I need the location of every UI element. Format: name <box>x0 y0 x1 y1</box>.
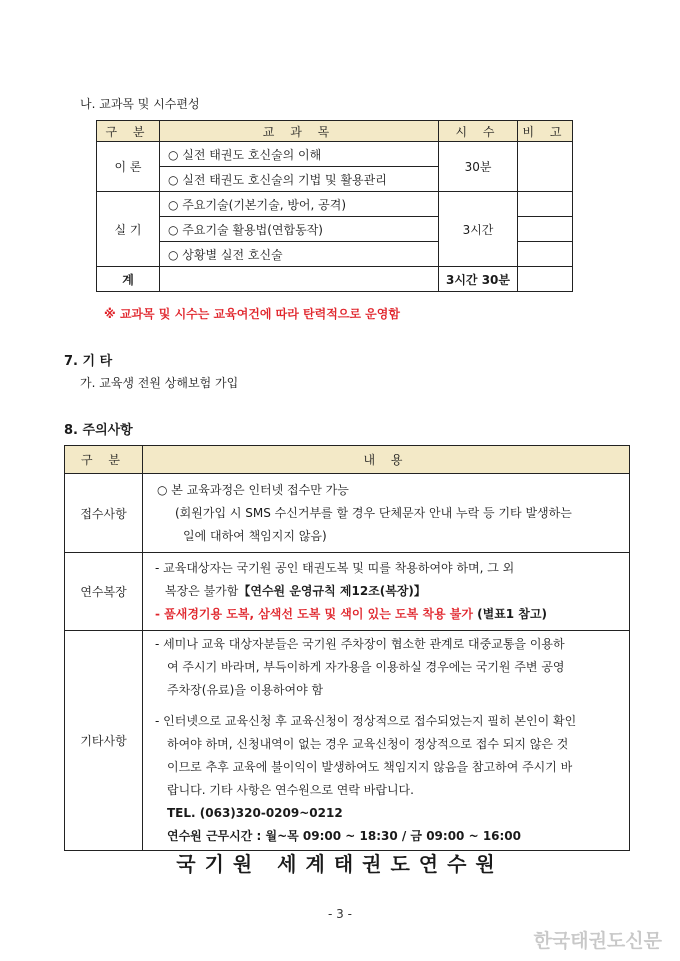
page-number: - 3 - <box>328 907 352 921</box>
contact-phone: TEL. (063)320-0209~0212 <box>167 806 343 820</box>
other-label: 기타사항 <box>65 631 143 851</box>
attire-line: - 교육대상자는 국기원 공인 태권도복 및 띠를 착용하여야 하며, 그 외 <box>155 561 515 575</box>
table-header-row <box>97 121 573 142</box>
other-line: 주차장(유료)을 이용하여야 함 <box>167 683 324 697</box>
other-line: 여 주시기 바라며, 부득이하게 자가용을 이용하실 경우에는 국기원 주변 공영 <box>167 660 565 674</box>
practice-item: ○ 상황별 실전 호신술 <box>160 242 439 267</box>
table-total-row <box>97 267 573 292</box>
office-hours: 연수원 근무시간 : 월~목 09:00 ~ 18:30 / 금 09:00 ~ 16:00 <box>167 829 522 843</box>
total-label: 계 <box>97 267 160 292</box>
other-line: 이므로 추후 교육에 불이익이 발생하여도 책임지지 않음을 참고하여 주시기 바 <box>167 760 573 774</box>
reception-line: ○ 본 교육과정은 인터넷 접수만 가능 <box>157 483 349 497</box>
section-8-title: 8. 주의사항 <box>64 423 133 438</box>
practice-item: ○ 주요기술 활용법(연합동작) <box>160 217 439 242</box>
theory-remarks <box>518 142 573 192</box>
header-subject: 교 과 목 <box>160 121 439 142</box>
practice-remarks <box>518 192 573 217</box>
table-row <box>97 192 573 217</box>
theory-label: 이 론 <box>97 142 160 192</box>
header-hours: 시 수 <box>439 121 518 142</box>
theory-item: ○ 실전 태권도 호신술의 기법 및 활용관리 <box>160 167 439 192</box>
header-content: 내 용 <box>143 446 630 474</box>
total-remarks <box>518 267 573 292</box>
table-row <box>65 631 630 851</box>
attire-appendix-ref: (별표1 참고) <box>472 607 547 621</box>
attire-content <box>143 553 630 631</box>
reception-line: 일에 대하여 책임지지 않음) <box>183 529 327 543</box>
header-category: 구 분 <box>65 446 143 474</box>
section-7-title: 7. 기 타 <box>64 354 113 369</box>
reception-content <box>143 474 630 553</box>
header-remarks: 비 고 <box>518 121 573 142</box>
reception-label: 접수사항 <box>65 474 143 553</box>
table-row <box>97 142 573 167</box>
other-line: - 세미나 교육 대상자분들은 국기원 주차장이 협소한 관계로 대중교통을 이용하 <box>155 637 565 651</box>
theory-item: ○ 실전 태권도 호신술의 이해 <box>160 142 439 167</box>
practice-hours: 3시간 <box>439 192 518 267</box>
newspaper-watermark: 한국태권도신문 <box>533 930 662 952</box>
table-row <box>65 474 630 553</box>
section-7-item: 가. 교육생 전원 상해보험 가입 <box>80 376 239 390</box>
section-heading-curriculum: 나. 교과목 및 시수편성 <box>80 97 200 111</box>
table-header-row <box>65 446 630 474</box>
curriculum-note: ※ 교과목 및 시수는 교육여건에 따라 탄력적으로 운영함 <box>104 307 400 321</box>
practice-label: 실 기 <box>97 192 160 267</box>
institution-title: 국기원 세계태권도연수원 <box>176 852 504 876</box>
theory-hours: 30분 <box>439 142 518 192</box>
other-content <box>143 631 630 851</box>
total-subject <box>160 267 439 292</box>
other-line: - 인터넷으로 교육신청 후 교육신청이 정상적으로 접수되었는지 필히 본인이 확인 <box>155 714 577 728</box>
attire-prohibition: - 품새경기용 도복, 삼색선 도복 및 색이 있는 도복 착용 불가 <box>155 607 473 621</box>
reception-line: (회원가입 시 SMS 수신거부를 할 경우 단체문자 안내 누락 등 기타 발생하는 <box>175 506 572 520</box>
header-category: 구 분 <box>97 121 160 142</box>
precautions-table <box>64 445 630 851</box>
practice-remarks <box>518 242 573 267</box>
attire-line <box>155 603 623 626</box>
attire-text: 복장은 불가함 <box>165 584 239 598</box>
attire-rule-reference: 【연수원 운영규칙 제12조(복장)】 <box>238 584 426 598</box>
practice-item: ○ 주요기술(기본기술, 방어, 공격) <box>160 192 439 217</box>
other-line: 하여야 하며, 신청내역이 없는 경우 교육신청이 정상적으로 접수 되지 않은 것 <box>167 737 569 751</box>
total-hours: 3시간 30분 <box>439 267 518 292</box>
other-line: 랍니다. 기타 사항은 연수원으로 연락 바랍니다. <box>167 783 414 797</box>
attire-label: 연수복장 <box>65 553 143 631</box>
attire-line <box>155 580 623 603</box>
practice-remarks <box>518 217 573 242</box>
curriculum-table <box>96 120 573 292</box>
table-row <box>65 553 630 631</box>
